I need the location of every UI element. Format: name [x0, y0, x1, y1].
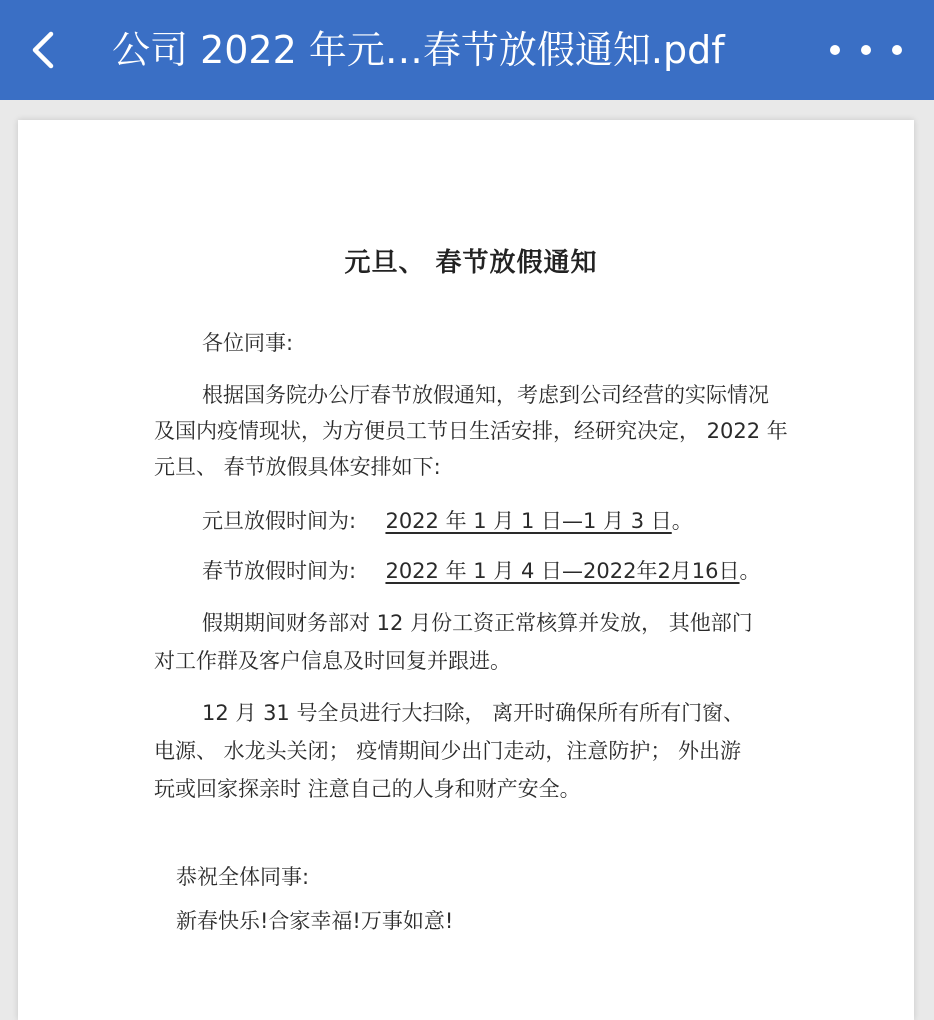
document-title: 公司 2022 年元…春节放假通知.pdf — [112, 28, 725, 72]
back-button[interactable] — [18, 22, 68, 78]
newyear-line — [202, 506, 693, 536]
more-button[interactable] — [830, 28, 902, 72]
para3-line1: 12 月 31 号全员进行大扫除， 离开时确保所有所有门窗、 — [202, 701, 745, 725]
closing-greeting: 恭祝全体同事: — [176, 865, 310, 889]
para2-line1: 假期期间财务部对 12 月份工资正常核算并发放， 其他部门 — [202, 611, 753, 635]
notice-title: 元旦、 春节放假通知 — [344, 248, 598, 278]
newyear-suffix: 。 — [671, 509, 693, 533]
more-horizontal-icon — [830, 45, 840, 55]
para1-line1: 根据国务院办公厅春节放假通知，考虑到公司经营的实际情况 — [202, 383, 769, 407]
pdf-page — [18, 120, 914, 1020]
spring-line — [202, 556, 761, 586]
para2-line2: 对工作群及客户信息及时回复并跟进。 — [154, 649, 511, 673]
newyear-label: 元旦放假时间为: — [202, 509, 357, 533]
newyear-dates: 2022 年 1 月 1 日—1 月 3 日 — [385, 509, 672, 533]
app-header — [0, 0, 934, 100]
spring-suffix: 。 — [739, 559, 761, 583]
closing-wishes: 新春快乐!合家幸福!万事如意! — [176, 909, 454, 933]
para3-line3: 玩或回家探亲时 注意自己的人身和财产安全。 — [154, 777, 581, 801]
spring-dates: 2022 年 1 月 4 日—2022年2月16日 — [385, 559, 740, 583]
spring-label: 春节放假时间为: — [202, 559, 357, 583]
para3-line2: 电源、 水龙头关闭； 疫情期间少出门走动，注意防护； 外出游 — [154, 739, 742, 763]
para1-line2: 及国内疫情现状，为方便员工节日生活安排，经研究决定， 2022 年 — [154, 419, 788, 443]
greeting: 各位同事: — [202, 331, 294, 355]
chevron-left-icon — [29, 30, 57, 70]
para1-line3: 元旦、 春节放假具体安排如下: — [154, 455, 441, 479]
